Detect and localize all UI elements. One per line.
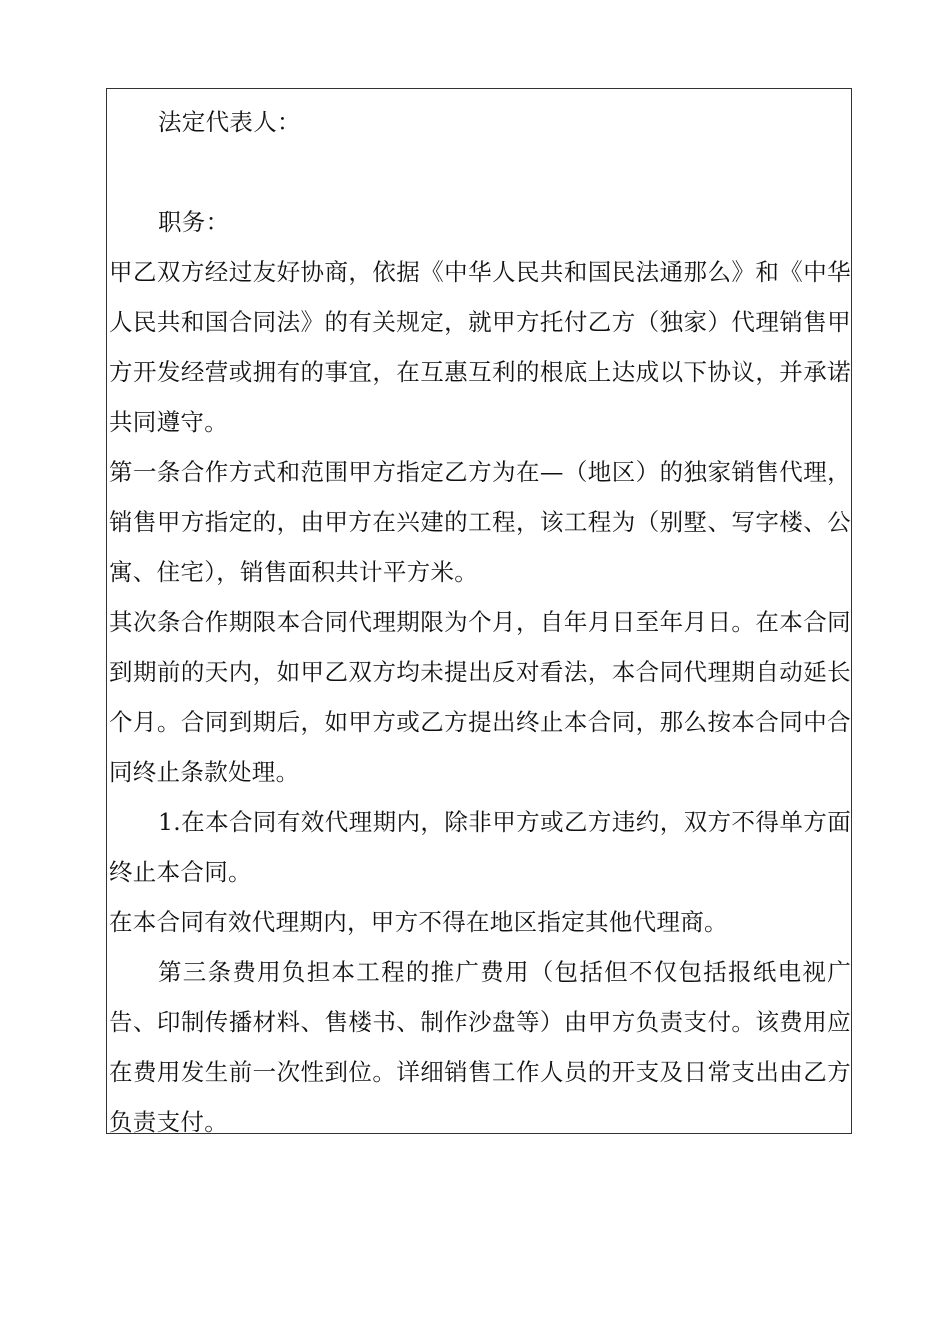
legal-representative-label: 法定代表人：: [158, 108, 301, 136]
article-3-paragraph: 第三条费用负担本工程的推广费用（包括但不仅包括报纸电视广告、印制传播材料、售楼书、制作沙盘等）由甲方负责支付。该费用应在费用发生前一次性到位。详细销售工作人员的开支及日常支出由乙方负责支付。: [109, 958, 851, 1136]
clause-2-paragraph: 在本合同有效代理期内，甲方不得在地区指定其他代理商。: [109, 908, 728, 936]
contract-text-box: [106, 88, 852, 1134]
article-1-paragraph: 第一条合作方式和范围甲方指定乙方为在—（地区）的独家销售代理，销售甲方指定的，由甲方在兴建的工程，该工程为（别墅、写字楼、公寓、住宅），销售面积共计平方米。: [109, 458, 851, 586]
position-label: 职务：: [158, 208, 230, 236]
preamble-paragraph: 甲乙双方经过友好协商，依据《中华人民共和国民法通那么》和《中华人民共和国合同法》的有关规定，就甲方托付乙方（独家）代理销售甲方开发经营或拥有的事宜，在互惠互利的根底上达成以下协议，并承诺共同遵守。: [109, 258, 851, 436]
article-2-paragraph: 其次条合作期限本合同代理期限为个月，自年月日至年月日。在本合同到期前的天内，如甲乙双方均未提出反对看法，本合同代理期自动延长个月。合同到期后，如甲方或乙方提出终止本合同，那么按本合同中合同终止条款处理。: [109, 608, 851, 786]
clause-1-paragraph: 1.在本合同有效代理期内，除非甲方或乙方违约，双方不得单方面终止本合同。: [109, 808, 851, 886]
